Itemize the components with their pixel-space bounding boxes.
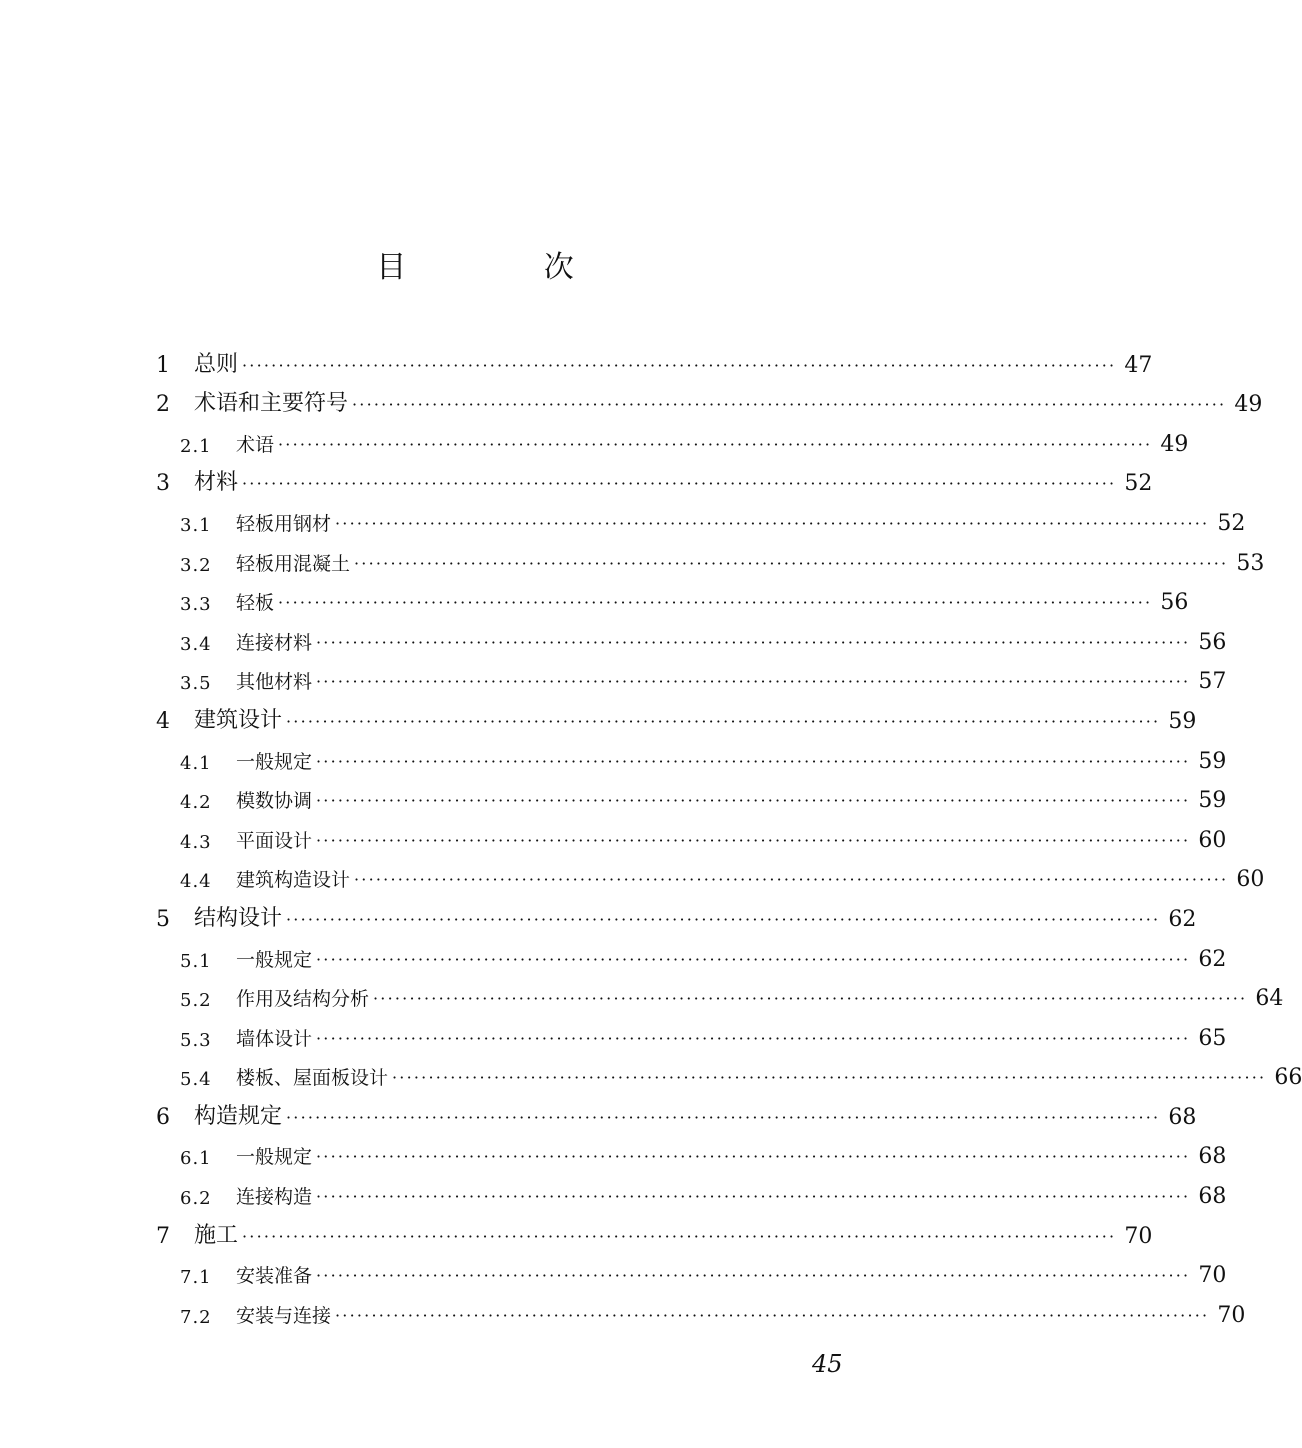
dot-leader: ························································································································ xyxy=(335,1305,1210,1325)
toc-section-entry[interactable] xyxy=(150,621,1227,661)
toc-entry-number: 3.1 xyxy=(180,514,212,536)
toc-entry-title: 术语和主要符号 xyxy=(194,391,349,417)
toc-entry-title: 安装与连接 xyxy=(236,1304,332,1327)
toc-entry-page: 59 xyxy=(1198,748,1227,774)
toc-section-entry[interactable] xyxy=(150,978,1284,1018)
dot-leader: ························································································································ xyxy=(286,711,1161,731)
toc-entry-number: 3.4 xyxy=(180,633,212,655)
toc-entry-number: 4.4 xyxy=(180,871,212,893)
toc-entry-number: 5.3 xyxy=(180,1029,212,1051)
toc-entry-number: 6.2 xyxy=(180,1188,212,1210)
toc-entry-page: 53 xyxy=(1236,550,1265,576)
dot-leader: ························································································································ xyxy=(316,1147,1191,1167)
toc-entry-number: 5.1 xyxy=(180,950,212,972)
toc-entry-page: 70 xyxy=(1198,1263,1227,1289)
dot-leader: ························································································································ xyxy=(316,1028,1191,1048)
toc-section-entry[interactable] xyxy=(150,780,1227,820)
toc-entry-title: 连接构造 xyxy=(236,1186,313,1209)
toc-entry-title: 轻板 xyxy=(236,592,275,615)
page-number: 45 xyxy=(812,1350,843,1378)
toc-entry-page: 64 xyxy=(1255,986,1284,1012)
dot-leader: ························································································································ xyxy=(286,909,1161,929)
toc-entry-title: 轻板用钢材 xyxy=(236,512,332,535)
toc-entry-number: 7.2 xyxy=(180,1306,212,1328)
toc-entry-page: 52 xyxy=(1124,471,1153,497)
toc-entry-number: 2 xyxy=(156,392,170,418)
dot-leader: ························································································································ xyxy=(316,949,1191,969)
toc-entry-page: 47 xyxy=(1124,352,1153,378)
toc-entry-number: 3 xyxy=(156,471,170,497)
toc-chapter-entry[interactable] xyxy=(150,700,1197,740)
toc-entry-page: 56 xyxy=(1160,590,1189,616)
toc-chapter-entry[interactable] xyxy=(150,1215,1153,1255)
toc-entry-title: 材料 xyxy=(194,470,239,496)
dot-leader: ························································································································ xyxy=(316,1266,1191,1286)
dot-leader: ························································································································ xyxy=(373,989,1248,1009)
toc-entry-number: 6 xyxy=(156,1104,170,1130)
dot-leader: ························································································································ xyxy=(316,1187,1191,1207)
dot-leader: ························································································································ xyxy=(286,1107,1161,1127)
toc-section-entry[interactable] xyxy=(150,1057,1302,1097)
toc-entry-page: 66 xyxy=(1274,1065,1302,1091)
toc-entry-page: 49 xyxy=(1234,392,1263,418)
toc-entry-title: 建筑构造设计 xyxy=(236,869,351,892)
toc-entry-title: 一般规定 xyxy=(236,948,313,971)
toc-entry-page: 52 xyxy=(1217,510,1246,536)
toc-entry-number: 1 xyxy=(156,352,170,378)
toc-entry-page: 59 xyxy=(1198,788,1227,814)
toc-section-entry[interactable] xyxy=(150,1017,1227,1057)
dot-leader: ························································································································ xyxy=(316,632,1191,652)
dot-leader: ························································································································ xyxy=(242,1226,1117,1246)
toc-entry-page: 62 xyxy=(1198,946,1227,972)
toc-entry-title: 连接材料 xyxy=(236,631,313,654)
toc-section-entry[interactable] xyxy=(150,938,1227,978)
toc-entry-number: 7.1 xyxy=(180,1267,212,1289)
toc-entry-number: 2.1 xyxy=(180,435,212,457)
toc-section-entry[interactable] xyxy=(150,542,1265,582)
dot-leader: ························································································································ xyxy=(354,870,1229,890)
toc-entry-title: 安装准备 xyxy=(236,1265,313,1288)
dot-leader: ························································································································ xyxy=(316,791,1191,811)
toc-entry-title: 墙体设计 xyxy=(236,1027,313,1050)
toc-entry-title: 建筑设计 xyxy=(194,707,283,733)
toc-entry-number: 4.1 xyxy=(180,752,212,774)
toc-entry-number: 3.5 xyxy=(180,673,212,695)
dot-leader: ························································································································ xyxy=(242,474,1117,494)
dot-leader: ························································································································ xyxy=(335,513,1210,533)
toc-section-entry[interactable] xyxy=(150,1294,1246,1334)
toc-entry-title: 其他材料 xyxy=(236,671,313,694)
toc-entry-page: 57 xyxy=(1198,669,1227,695)
toc-entry-page: 68 xyxy=(1198,1144,1227,1170)
toc-entry-number: 6.1 xyxy=(180,1148,212,1170)
toc-section-entry[interactable] xyxy=(150,1255,1227,1295)
toc-chapter-entry[interactable] xyxy=(150,463,1153,503)
toc-entry-page: 62 xyxy=(1168,906,1197,932)
toc-section-entry[interactable] xyxy=(150,859,1265,899)
toc-section-entry[interactable] xyxy=(150,582,1189,622)
toc-entry-page: 56 xyxy=(1198,629,1227,655)
toc-entry-number: 5 xyxy=(156,906,170,932)
toc-entry-page: 68 xyxy=(1168,1104,1197,1130)
toc-entry-title: 作用及结构分析 xyxy=(236,988,370,1011)
dot-leader: ························································································································ xyxy=(316,751,1191,771)
toc-section-entry[interactable] xyxy=(150,740,1227,780)
toc-entry-number: 5.2 xyxy=(180,990,212,1012)
dot-leader: ························································································································ xyxy=(354,553,1229,573)
toc-entry-title: 模数协调 xyxy=(236,790,313,813)
toc-chapter-entry[interactable] xyxy=(150,384,1263,424)
toc-entry-page: 49 xyxy=(1160,431,1189,457)
dot-leader: ························································································································ xyxy=(316,672,1191,692)
toc-section-entry[interactable] xyxy=(150,661,1227,701)
toc-entry-title: 轻板用混凝土 xyxy=(236,552,351,575)
toc-section-entry[interactable] xyxy=(150,1136,1227,1176)
dot-leader: ························································································································ xyxy=(278,593,1153,613)
dot-leader: ························································································································ xyxy=(242,355,1117,375)
dot-leader: ························································································································ xyxy=(352,395,1227,415)
toc-entry-number: 4 xyxy=(156,708,170,734)
toc-entry-page: 70 xyxy=(1217,1302,1246,1328)
page-title: 目 次 xyxy=(376,250,638,285)
toc-entry-number: 3.3 xyxy=(180,594,212,616)
toc-section-entry[interactable] xyxy=(150,423,1189,463)
toc-entry-number: 4.2 xyxy=(180,792,212,814)
toc-entry-number: 7 xyxy=(156,1223,170,1249)
dot-leader: ························································································································ xyxy=(316,830,1191,850)
toc-entry-title: 构造规定 xyxy=(194,1103,283,1129)
toc-entry-title: 结构设计 xyxy=(194,905,283,931)
toc-entry-page: 60 xyxy=(1198,827,1227,853)
toc-entry-number: 3.2 xyxy=(180,554,212,576)
toc-entry-title: 术语 xyxy=(236,433,275,456)
toc-entry-page: 60 xyxy=(1236,867,1265,893)
toc-entry-title: 楼板、屋面板设计 xyxy=(236,1067,389,1090)
toc-entry-title: 施工 xyxy=(194,1222,239,1248)
toc-entry-page: 70 xyxy=(1124,1223,1153,1249)
toc-entry-page: 68 xyxy=(1198,1184,1227,1210)
toc-entry-number: 4.3 xyxy=(180,831,212,853)
toc-entry-title: 总则 xyxy=(194,351,239,377)
toc-section-entry[interactable] xyxy=(150,502,1246,542)
toc-chapter-entry[interactable] xyxy=(150,898,1197,938)
toc-entry-number: 5.4 xyxy=(180,1069,212,1091)
toc-entry-page: 59 xyxy=(1168,708,1197,734)
toc-entry-page: 65 xyxy=(1198,1025,1227,1051)
toc-entry-title: 一般规定 xyxy=(236,1146,313,1169)
toc-section-entry[interactable] xyxy=(150,819,1227,859)
toc-entry-title: 一般规定 xyxy=(236,750,313,773)
toc-entry-title: 平面设计 xyxy=(236,829,313,852)
toc-section-entry[interactable] xyxy=(150,1175,1227,1215)
toc-chapter-entry[interactable] xyxy=(150,1096,1197,1136)
dot-leader: ························································································································ xyxy=(392,1068,1267,1088)
toc-chapter-entry[interactable] xyxy=(150,344,1153,384)
table-of-contents xyxy=(150,344,1302,1334)
dot-leader: ························································································································ xyxy=(278,434,1153,454)
